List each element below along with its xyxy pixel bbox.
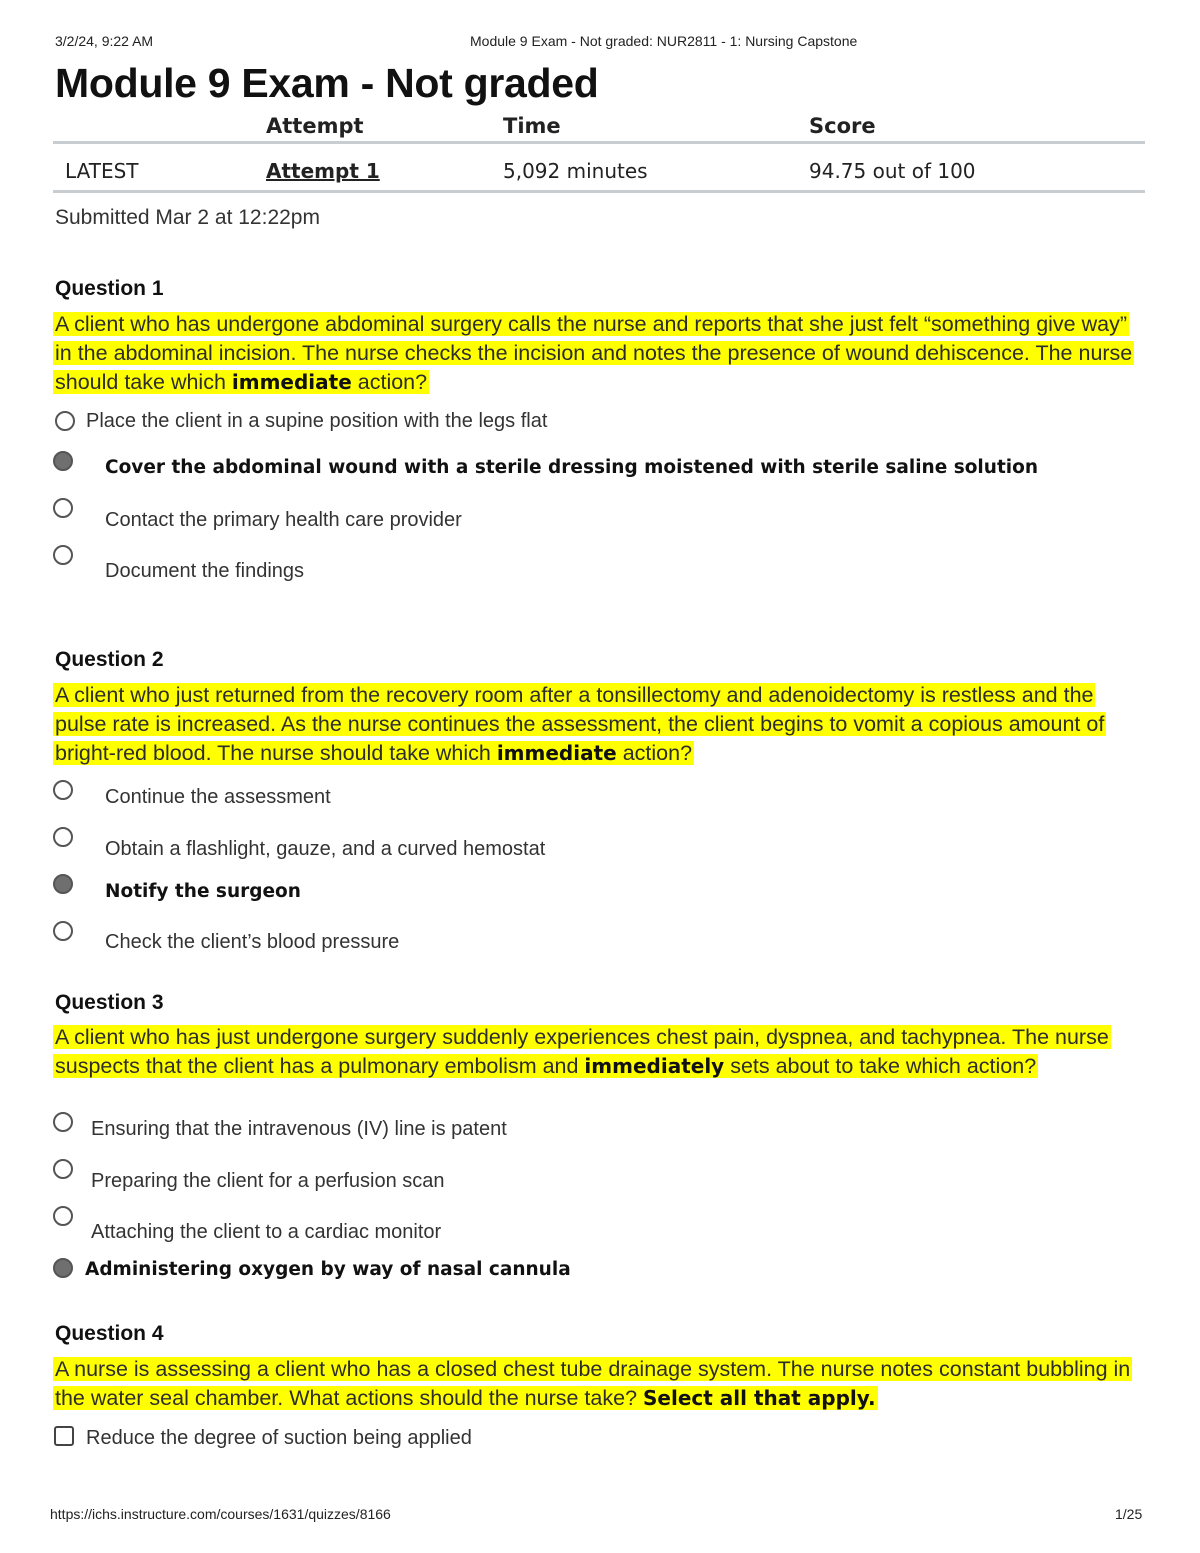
- q3-option-4-label: Administering oxygen by way of nasal cannula: [85, 1259, 571, 1280]
- print-footer: [0, 1506, 1200, 1524]
- table-divider: [53, 141, 1145, 144]
- q1-option-1-radio[interactable]: [55, 411, 75, 431]
- attempt-time: 5,092 minutes: [503, 159, 648, 183]
- q1-option-2-label: Cover the abdominal wound with a sterile dressing moistened with sterile saline solution: [105, 457, 1039, 478]
- print-page-number: 1/25: [1115, 1506, 1143, 1522]
- print-url: https://ichs.instructure.com/courses/1631/quizzes/8166: [50, 1506, 391, 1522]
- q3-option-3-label: Attaching the client to a cardiac monitor: [91, 1221, 442, 1243]
- q4-option-1-checkbox[interactable]: [54, 1426, 74, 1446]
- header-attempt: Attempt: [266, 114, 364, 138]
- question-3-text: A client who has just undergone surgery suddenly experiences chest pain, dyspnea, and tachypnea. The nurse suspects that the client has a pulmonary embolism and immediately sets about to take which action?: [55, 1025, 1109, 1078]
- q4-option-1-label: Reduce the degree of suction being applied: [86, 1427, 472, 1449]
- question-2-title: Question 2: [55, 648, 164, 671]
- row-label-latest: LATEST: [65, 159, 139, 183]
- question-4-title: Question 4: [55, 1322, 164, 1345]
- q1-option-3-radio[interactable]: [53, 498, 73, 518]
- q1-option-1-label: Place the client in a supine position with the legs flat: [86, 410, 548, 432]
- header-score: Score: [809, 114, 876, 138]
- q2-option-1-label: Continue the assessment: [105, 786, 331, 808]
- question-3-title: Question 3: [55, 991, 164, 1014]
- print-header: [0, 33, 1200, 51]
- question-2-text: A client who just returned from the recovery room after a tonsillectomy and adenoidectomy is restless and the pulse rate is increased. As the nurse continues the assessment, the client begins to vomit a copious amount of bright-red blood. The nurse should take which immediate action?: [55, 683, 1105, 765]
- q3-option-1-label: Ensuring that the intravenous (IV) line is patent: [91, 1118, 507, 1140]
- q1-option-4-radio[interactable]: [53, 545, 73, 565]
- q3-option-1-radio[interactable]: [53, 1112, 73, 1132]
- question-1-title: Question 1: [55, 277, 164, 300]
- attempt-link[interactable]: Attempt 1: [266, 159, 380, 183]
- attempt-score: 94.75 out of 100: [809, 159, 976, 183]
- q3-option-2-radio[interactable]: [53, 1159, 73, 1179]
- submitted-timestamp: Submitted Mar 2 at 12:22pm: [55, 206, 320, 229]
- q2-option-3-label: Notify the surgeon: [105, 881, 301, 902]
- page-title: Module 9 Exam - Not graded: [55, 60, 599, 106]
- q2-option-2-radio[interactable]: [53, 827, 73, 847]
- q3-option-3-radio[interactable]: [53, 1206, 73, 1226]
- q3-option-2-label: Preparing the client for a perfusion scan: [91, 1170, 445, 1192]
- q1-option-2-radio[interactable]: [53, 451, 73, 471]
- q2-option-4-label: Check the client’s blood pressure: [105, 931, 400, 953]
- q1-option-3-label: Contact the primary health care provider: [105, 509, 462, 531]
- q1-option-4-label: Document the findings: [105, 560, 305, 582]
- question-1-text: A client who has undergone abdominal surgery calls the nurse and reports that she just felt “something give way” in the abdominal incision. The nurse checks the incision and notes the presence of wound dehiscence. The nurse should take which immediate action?: [55, 312, 1133, 394]
- q2-option-2-label: Obtain a flashlight, gauze, and a curved hemostat: [105, 838, 546, 860]
- q3-option-4-radio[interactable]: [53, 1258, 73, 1278]
- print-date: 3/2/24, 9:22 AM: [55, 33, 154, 49]
- table-divider: [53, 190, 1145, 193]
- q2-option-4-radio[interactable]: [53, 921, 73, 941]
- question-4-text: A nurse is assessing a client who has a closed chest tube drainage system. The nurse notes constant bubbling in the water seal chamber. What actions should the nurse take? Select all that apply.: [55, 1357, 1131, 1410]
- header-time: Time: [503, 114, 561, 138]
- print-page-title: Module 9 Exam - Not graded: NUR2811 - 1: Nursing Capstone: [470, 33, 858, 49]
- q2-option-1-radio[interactable]: [53, 780, 73, 800]
- q2-option-3-radio[interactable]: [53, 874, 73, 894]
